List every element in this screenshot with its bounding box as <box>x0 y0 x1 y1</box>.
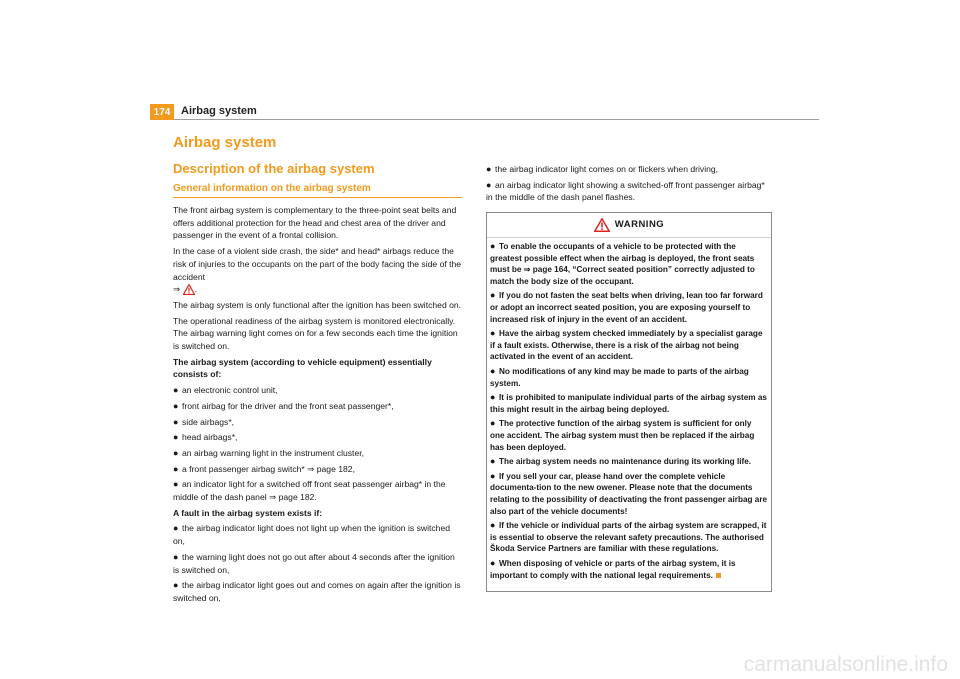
paragraph-monitoring: The operational readiness of the airbag system is monitored electronically. The airbag warning light comes on for a few seconds each time the ignition is switched on. <box>173 315 458 352</box>
bullet-icon: ● <box>173 385 179 396</box>
paragraph-ignition: The airbag system is only functional after the ignition has been switched on. <box>173 299 462 310</box>
list-item: ● the warning light does not go out after about 4 seconds after the ignition is switched on, <box>173 551 455 575</box>
bullet-icon: ● <box>173 479 179 490</box>
paragraph-end-dot: . <box>194 284 197 295</box>
bullet-icon: ● <box>490 241 496 252</box>
bullet-icon: ● <box>490 557 496 568</box>
bullet-icon: ● <box>173 580 179 591</box>
warning-item: ● To enable the occupants of a vehicle to be protected with the greatest possible effect when the airbag is deployed, the front seats must be ⇒ page 164, “Correct seated position” correctly adjusted to match the body size of the occupant. <box>490 241 755 286</box>
warning-item: ● Have the airbag system checked immediately by a specialist garage if a fault exists. Otherwise, there is a risk of the airbag not being activated in the event of an accident. <box>490 328 763 362</box>
warning-item: ● If you do not fasten the seat belts when driving, lean too far forward or adopt an incorrect seated position, you are exposing yourself to increased risk of injury in the event of an accident. <box>490 290 763 324</box>
bullet-icon: ● <box>490 366 496 377</box>
list-item: ● an electronic control unit, <box>173 385 278 396</box>
list-item: ● side airbags*, <box>173 416 235 427</box>
watermark-logo <box>0 649 960 679</box>
warning-triangle-icon <box>594 218 610 232</box>
warning-item: ● The airbag system needs no maintenance during its working life. <box>490 456 752 467</box>
bullet-icon: ● <box>173 523 179 534</box>
section-title: Description of the airbag system <box>173 161 375 176</box>
list-item: ● a front passenger airbag switch* ⇒ page 182, <box>173 463 355 474</box>
running-title: Airbag system <box>181 105 257 117</box>
bullet-icon: ● <box>490 290 496 301</box>
list-item: ● head airbags*, <box>173 432 238 443</box>
right-column <box>486 163 772 592</box>
list-item: ● the airbag indicator light comes on or flickers when driving, <box>486 164 719 174</box>
svg-text:carmanualsonline.info: carmanualsonline.info <box>743 653 948 676</box>
bullet-icon: ● <box>490 392 496 403</box>
side-crash-text: In the case of a violent side crash, the side* and head* airbags reduce the risk of injuries to the occupants on the part of the body facing the side of the accident <box>173 246 462 282</box>
warning-title: WARNING <box>614 218 665 230</box>
bullet-icon: ● <box>490 456 496 467</box>
warning-item: ● If the vehicle or individual parts of the airbag system are scrapped, it is essential to observe the relevant safety precautions. The authorised Škoda Service Partners are familiar with these regulations. <box>490 520 767 554</box>
list-item: ● an airbag warning light in the instrument cluster, <box>173 447 364 458</box>
list-item: ● front airbag for the driver and the front seat passenger*, <box>173 400 394 411</box>
bullet-icon: ● <box>173 400 179 411</box>
bullet-icon: ● <box>490 328 496 339</box>
paragraph-side-crash <box>173 245 462 296</box>
bullet-icon: ● <box>173 447 179 458</box>
warning-item: ● It is prohibited to manipulate individual parts of the airbag system as this might result in the airbag being deployed. <box>490 392 767 414</box>
list2-title: A fault in the airbag system exists if: <box>173 507 323 518</box>
warning-triangle-icon[interactable] <box>183 284 195 295</box>
list-item: ● the airbag indicator light goes out and comes on again after the ignition is switched on, <box>173 580 461 603</box>
fault-list <box>173 522 462 604</box>
left-column <box>173 134 462 608</box>
bullet-icon: ● <box>490 470 496 481</box>
warning-header <box>487 213 771 238</box>
warning-item: ● If you sell your car, please hand over the complete vehicle documenta-tion to the new owener. Please note that the documents relating to the possibility of deactivating the front passenger airbag are also part of the vehicle documents! <box>490 470 768 516</box>
list-item: ● an indicator light for a switched off front seat passenger airbag* in the middle of the dash panel ⇒ page 182. <box>173 479 446 503</box>
arrow-reference[interactable]: ⇒ <box>173 284 181 295</box>
list-item: ● an airbag indicator light showing a switched-off front passenger airbag* in the middle of the dash panel flashes. <box>486 179 765 203</box>
chapter-title: Airbag system <box>173 134 277 151</box>
warning-item: ● No modifications of any kind may be made to parts of the airbag system. <box>490 366 749 388</box>
warning-item: ● The protective function of the airbag system is sufficient for only one accident. The airbag system must then be replaced if the airbag has been deployed. <box>490 418 755 452</box>
paragraph-intro: The front airbag system is complementary to the three-point seat belts and offers additional protection for the head and chest area of the driver and passenger in the event of a frontal collision. <box>173 205 457 241</box>
section-end-icon <box>716 573 721 578</box>
warning-box <box>486 212 772 592</box>
bullet-icon: ● <box>173 463 179 474</box>
fault-list-continued <box>486 163 772 204</box>
bullet-icon: ● <box>486 179 492 190</box>
subsection-title: General information on the airbag system <box>173 183 462 198</box>
list-item: ● the airbag indicator light does not light up when the ignition is switched on, <box>173 523 451 547</box>
bullet-icon: ● <box>173 416 179 427</box>
bullet-icon: ● <box>173 432 179 443</box>
bullet-icon: ● <box>490 418 496 429</box>
bullet-icon: ● <box>486 164 492 174</box>
warning-item: ● When disposing of vehicle or parts of the airbag system, it is important to comply with the national legal requirements. <box>490 557 736 580</box>
components-list <box>173 384 462 504</box>
header-rule <box>174 119 819 120</box>
warning-list <box>487 238 771 588</box>
bullet-icon: ● <box>490 520 496 531</box>
bullet-icon: ● <box>173 551 179 562</box>
list1-title: The airbag system (according to vehicle equipment) essentially consists of: <box>173 356 432 380</box>
page-number: 174 <box>150 104 174 120</box>
